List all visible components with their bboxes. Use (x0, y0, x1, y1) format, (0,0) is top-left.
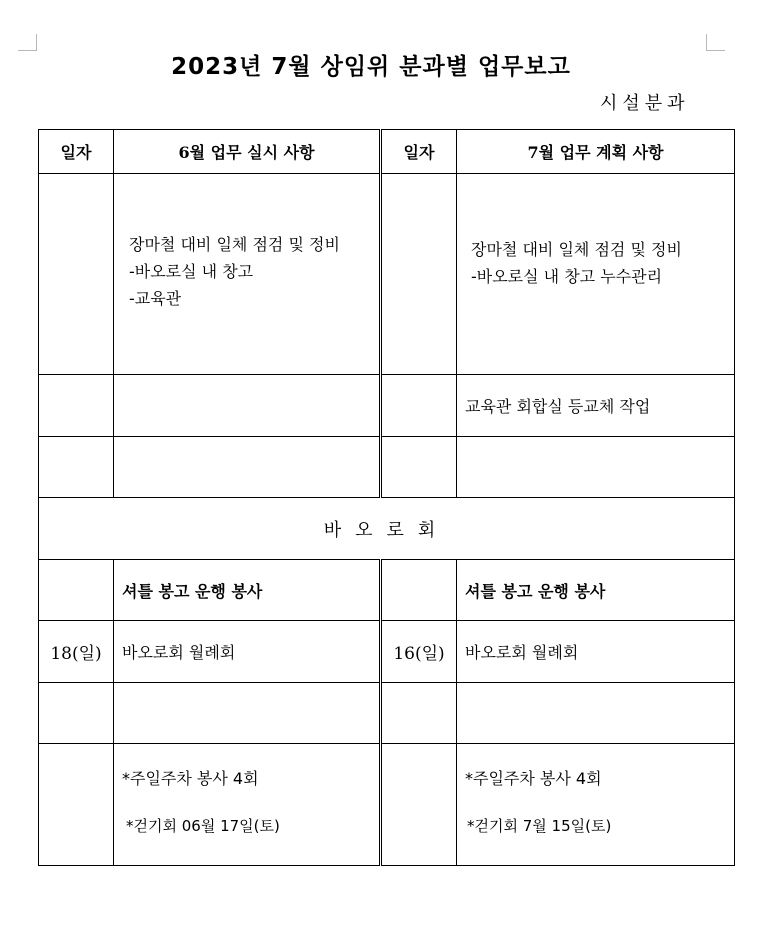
july-line-2: -바오로실 내 창고 누수관리 (471, 267, 663, 286)
header-june-work-label: 6월 업무 실시 사항 (178, 143, 315, 162)
table-row (39, 683, 735, 744)
section-row (39, 498, 735, 560)
date-cell (39, 174, 114, 375)
june-line-2: -바오로실 내 창고 (129, 261, 254, 281)
table-row (39, 375, 735, 437)
header-june-work (114, 130, 381, 174)
table-row (39, 621, 735, 683)
july-walk-text: *걷기회 7월 15일(토) (467, 816, 612, 835)
june-parking-cell (114, 744, 381, 866)
section-title-cell (39, 498, 735, 560)
june-parking-text: *주일주차 봉사 4회 (122, 768, 259, 788)
empty-cell (114, 437, 381, 498)
june-shuttle-cell: 셔틀 봉고 운행 봉사 (114, 560, 381, 621)
date-cell (381, 375, 457, 437)
table-row (39, 174, 735, 375)
july-education-text: 교육관 회합실 등교체 작업 (465, 397, 651, 416)
table-row (39, 744, 735, 866)
table-row (39, 560, 735, 621)
date-cell (39, 683, 114, 744)
header-july-plan: 7월 업무 계획 사항 (457, 130, 735, 174)
header-date-right: 일자 (381, 130, 457, 174)
july-maintenance-cell (457, 174, 735, 375)
july-meeting-text: 바오로회 월례회 (465, 643, 579, 662)
section-title: 바오로회 (323, 519, 450, 541)
document-title: 2023년 7월 상임위 분과별 업무보고 (171, 54, 571, 80)
date-cell (39, 375, 114, 437)
july-education-cell (457, 375, 735, 437)
header-date-left: 일자 (39, 130, 114, 174)
table-row (39, 437, 735, 498)
july-line-1: 장마철 대비 일체 점검 및 정비 (471, 240, 682, 259)
july-meeting-cell (457, 621, 735, 683)
date-cell (39, 560, 114, 621)
empty-cell (114, 683, 381, 744)
july-parking-cell (457, 744, 735, 866)
june-empty-cell (114, 375, 381, 437)
date-cell (381, 437, 457, 498)
june-meeting-cell (114, 621, 381, 683)
header-row (39, 130, 735, 174)
july-meeting-date: 16(일) (381, 621, 457, 683)
date-cell (39, 744, 114, 866)
report-table (38, 129, 735, 866)
date-cell (381, 560, 457, 621)
july-parking-text: *주일주차 봉사 4회 (465, 768, 602, 788)
empty-cell (457, 683, 735, 744)
department-label: 시설분과 (600, 93, 690, 114)
june-walk-text: *걷기회 06월 17일(토) (126, 816, 280, 835)
july-shuttle-cell: 셔틀 봉고 운행 봉사 (457, 560, 735, 621)
june-line-1: 장마철 대비 일체 점검 및 정비 (129, 234, 340, 254)
date-cell (381, 683, 457, 744)
june-meeting-date: 18(일) (39, 621, 114, 683)
june-meeting-text: 바오로회 월례회 (122, 643, 236, 662)
date-cell (381, 174, 457, 375)
empty-cell (457, 437, 735, 498)
june-maintenance-cell (114, 174, 381, 375)
june-line-3: -교육관 (129, 288, 182, 308)
date-cell (381, 744, 457, 866)
date-cell (39, 437, 114, 498)
